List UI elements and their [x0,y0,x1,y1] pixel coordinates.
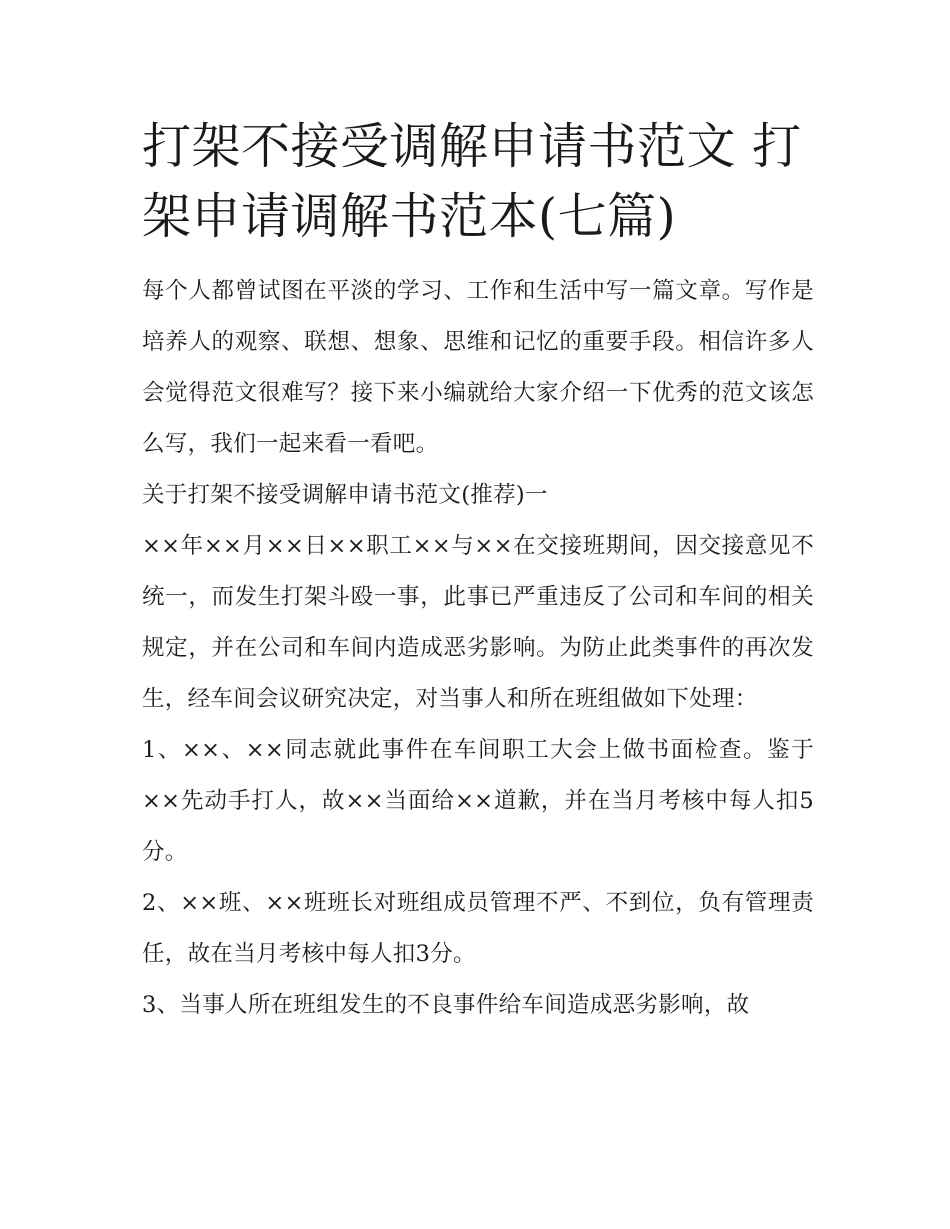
list-item-2: 2、××班、××班班长对班组成员管理不严、不到位，负有管理责任，故在当月考核中每人扣3分。 [142,890,814,967]
list-item-1: 1、××、××同志就此事件在车间职工大会上做书面检查。鉴于××先动手打人，故××当面给××道歉，并在当月考核中每人扣5分。 [142,737,814,865]
section-heading: 关于打架不接受调解申请书范文(推荐)一 [142,482,548,508]
document-body [142,112,814,1031]
document-title: 打架不接受调解申请书范文 打架申请调解书范本(七篇) [142,118,802,245]
intro-paragraph: 每个人都曾试图在平淡的学习、工作和生活中写一篇文章。写作是培养人的观察、联想、想象、思维和记忆的重要手段。相信许多人会觉得范文很难写？接下来小编就给大家介绍一下优秀的范文该怎么写，我们一起来看一看吧。 [142,278,814,457]
list-item-3: 3、当事人所在班组发生的不良事件给车间造成恶劣影响，故 [142,992,750,1018]
incident-paragraph: ××年××月××日××职工××与××在交接班期间，因交接意见不统一，而发生打架斗殴一事，此事已严重违反了公司和车间的相关规定，并在公司和车间内造成恶劣影响。为防止此类事件的再次发生，经车间会议研究决定，对当事人和所在班组做如下处理： [142,533,814,712]
